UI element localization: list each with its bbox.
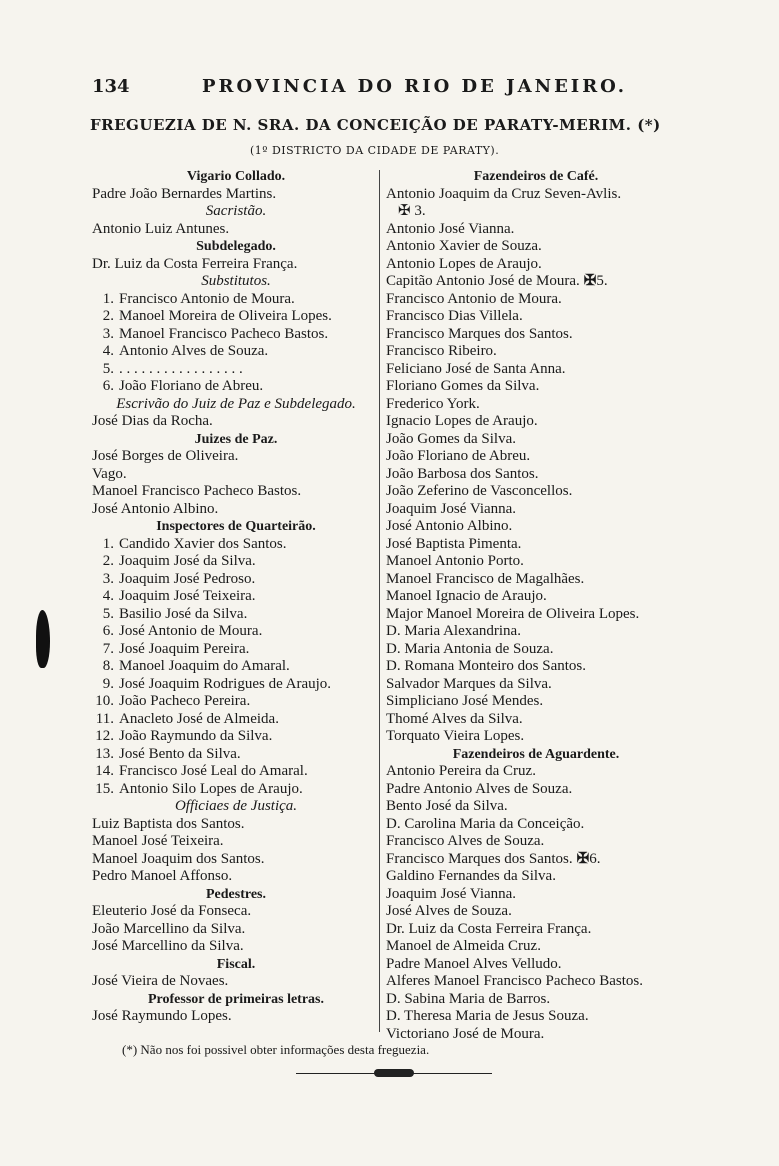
- entry-name: Manoel Moreira de Oliveira Lopes.: [119, 308, 332, 324]
- entry-number: 8.: [102, 658, 114, 674]
- entry-name: Joaquim José da Silva.: [119, 553, 256, 569]
- list-entry: Manoel Joaquim dos Santos.: [92, 850, 265, 867]
- section-title: FREGUEZIA DE N. SRA. DA CONCEIÇÃO DE PARATY-MERIM. (*): [90, 116, 661, 134]
- column-heading: Juizes de Paz.: [194, 431, 278, 447]
- numbered-entry: [92, 326, 380, 344]
- list-entry: Manoel José Teixeira.: [92, 833, 224, 849]
- entry-number: 13.: [95, 745, 114, 762]
- numbered-entry: [92, 343, 380, 361]
- list-entry: Antonio Xavier de Souza.: [386, 238, 542, 254]
- list-entry: José Borges de Oliveira.: [92, 448, 239, 464]
- list-entry: Floriano Gomes da Silva.: [386, 378, 540, 394]
- numbered-entry: [92, 588, 380, 606]
- list-entry: Joaquim José Vianna.: [386, 500, 517, 517]
- list-entry: Padre João Bernardes Martins.: [92, 185, 277, 202]
- list-entry: José Dias da Rocha.: [92, 413, 213, 429]
- list-entry: D. Carolina Maria da Conceição.: [386, 815, 585, 832]
- numbered-entry: [92, 781, 380, 799]
- numbered-entry: [92, 571, 380, 589]
- numbered-entry: [92, 711, 380, 729]
- entry-name: João Raymundo da Silva.: [119, 728, 273, 744]
- list-entry: Major Manoel Moreira de Oliveira Lopes.: [386, 605, 640, 622]
- list-entry: Francisco Ribeiro.: [386, 343, 497, 359]
- entry-name: Francisco José Leal do Amaral.: [119, 763, 308, 779]
- right-column: [386, 168, 686, 1043]
- list-entry: Manoel Francisco de Magalhães.: [386, 570, 585, 587]
- entry-number: 3.: [102, 325, 114, 342]
- entry-number: 6.: [102, 623, 114, 639]
- list-entry: D. Maria Antonia de Souza.: [386, 640, 554, 657]
- entry-number: 2.: [102, 553, 114, 569]
- list-entry: José Antonio Albino.: [92, 500, 219, 517]
- list-entry: Francisco Marques dos Santos.: [386, 325, 573, 342]
- list-entry: Victoriano José de Moura.: [386, 1025, 545, 1042]
- list-entry: João Barbosa dos Santos.: [386, 465, 539, 482]
- list-entry: José Antonio Albino.: [386, 518, 513, 534]
- entry-name: José Joaquim Pereira.: [119, 640, 250, 657]
- list-entry: Luiz Baptista dos Santos.: [92, 815, 245, 832]
- list-entry: Ignacio Lopes de Araujo.: [386, 413, 538, 429]
- entry-name: . . . . . . . . . . . . . . . . .: [119, 360, 243, 377]
- running-title: PROVINCIA DO RIO DE JANEIRO.: [202, 76, 628, 97]
- list-entry: José Alves de Souza.: [386, 903, 512, 919]
- list-entry: Francisco Alves de Souza.: [386, 833, 545, 849]
- cross-number: 5.: [596, 273, 608, 289]
- entry-number: 5.: [102, 360, 114, 377]
- list-entry: Dr. Luiz da Costa Ferreira França.: [92, 255, 298, 272]
- list-entry: Frederico York.: [386, 395, 480, 412]
- numbered-entry: [92, 291, 380, 309]
- entry-number: 2.: [102, 308, 114, 324]
- column-heading: Fazendeiros de Aguardente.: [452, 746, 620, 762]
- entry-name: José Bento da Silva.: [119, 745, 241, 762]
- list-entry: Joaquim José Vianna.: [386, 885, 517, 902]
- numbered-entry: [92, 623, 380, 641]
- list-entry: João Gomes da Silva.: [386, 430, 516, 447]
- role-subheading: Substitutos.: [201, 273, 271, 289]
- list-entry: Antonio Luiz Antunes.: [92, 220, 230, 237]
- entry-number: 11.: [95, 710, 114, 727]
- list-entry: José Vieira de Novaes.: [92, 973, 229, 989]
- entry-number: 9.: [102, 675, 114, 692]
- list-entry: João Zeferino de Vasconcellos.: [386, 483, 573, 499]
- list-entry: Alferes Manoel Francisco Pacheco Bastos.: [386, 973, 644, 989]
- list-entry: Pedro Manoel Affonso.: [92, 868, 233, 884]
- entry-number: 4.: [102, 588, 114, 604]
- list-entry: José Baptista Pimenta.: [386, 535, 522, 552]
- list-entry: Bento José da Silva.: [386, 798, 508, 814]
- entry-number: 6.: [102, 378, 114, 394]
- role-subheading: Escrivão do Juiz de Paz e Subdelegado.: [116, 395, 356, 412]
- entry-name: Candido Xavier dos Santos.: [119, 535, 287, 552]
- entry-name: Francisco Marques dos Santos.: [386, 850, 573, 867]
- entry-number: 7.: [102, 640, 114, 657]
- numbered-entry: [92, 658, 380, 676]
- numbered-entry: [92, 693, 380, 711]
- entry-name: Basilio José da Silva.: [119, 605, 248, 622]
- list-entry: D. Maria Alexandrina.: [386, 623, 521, 639]
- cross-mark-line: [386, 203, 686, 221]
- list-entry: Feliciano José de Santa Anna.: [386, 360, 566, 377]
- list-entry: Antonio Pereira da Cruz.: [386, 763, 536, 779]
- list-entry: José Marcellino da Silva.: [92, 938, 244, 954]
- entry-name: Capitão Antonio José de Moura.: [386, 273, 580, 289]
- entry-name: Antonio Alves de Souza.: [119, 343, 269, 359]
- entry-name: José Antonio de Moura.: [119, 623, 263, 639]
- column-heading: Fazendeiros de Café.: [473, 169, 599, 184]
- list-entry: Padre Manoel Alves Velludo.: [386, 955, 562, 972]
- left-column: [92, 168, 380, 1026]
- list-entry: Galdino Fernandes da Silva.: [386, 868, 556, 884]
- numbered-entry: [92, 553, 380, 571]
- maltese-cross-icon: ✠: [583, 273, 597, 289]
- column-heading: Pedestres.: [206, 886, 266, 902]
- page-header: [92, 76, 692, 102]
- column-heading: Subdelegado.: [196, 239, 276, 254]
- entry-name: Manoel Joaquim do Amaral.: [119, 658, 290, 674]
- list-entry: Antonio Lopes de Araujo.: [386, 255, 542, 272]
- list-entry: Eleuterio José da Fonseca.: [92, 903, 252, 919]
- list-entry: Manoel de Almeida Cruz.: [386, 938, 541, 954]
- list-entry: Manoel Ignacio de Araujo.: [386, 588, 547, 604]
- list-entry: Simpliciano José Mendes.: [386, 693, 544, 709]
- entry-name: João Pacheco Pereira.: [119, 693, 251, 709]
- entry-number: 1.: [102, 290, 114, 307]
- list-entry: Antonio José Vianna.: [386, 220, 515, 237]
- list-entry: Francisco Dias Villela.: [386, 308, 523, 324]
- list-entry: Padre Antonio Alves de Souza.: [386, 780, 573, 797]
- numbered-entry: [92, 606, 380, 624]
- numbered-entry: [92, 676, 380, 694]
- entry-number: 4.: [102, 343, 114, 359]
- column-heading: Vigario Collado.: [186, 169, 286, 184]
- maltese-cross-icon: ✠: [576, 850, 590, 867]
- list-entry: D. Theresa Maria de Jesus Souza.: [386, 1008, 589, 1024]
- column-heading: Inspectores de Quarteirão.: [156, 519, 316, 534]
- list-entry: Manoel Antonio Porto.: [386, 553, 524, 569]
- entry-name: Anacleto José de Almeida.: [119, 710, 279, 727]
- role-subheading: Officiaes de Justiça.: [174, 798, 298, 814]
- entry-name: Francisco Antonio de Moura.: [119, 290, 295, 307]
- list-entry: Thomé Alves da Silva.: [386, 710, 523, 727]
- entry-number: 1.: [102, 535, 114, 552]
- maltese-cross-icon: ✠: [398, 203, 415, 219]
- entry-name: João Floriano de Abreu.: [119, 378, 264, 394]
- list-entry: Antonio Joaquim da Cruz Seven-Avlis.: [386, 185, 622, 202]
- entry-name: Antonio Silo Lopes de Araujo.: [119, 780, 303, 797]
- end-ornament: [296, 1068, 492, 1078]
- role-subheading: Sacristão.: [205, 203, 267, 219]
- cross-number: 6.: [589, 850, 601, 867]
- list-entry: Manoel Francisco Pacheco Bastos.: [92, 483, 302, 499]
- numbered-entry: [92, 361, 380, 379]
- list-entry: Francisco Antonio de Moura.: [386, 290, 562, 307]
- list-entry: José Raymundo Lopes.: [92, 1008, 232, 1024]
- numbered-entry: [92, 536, 380, 554]
- entry-name: Manoel Francisco Pacheco Bastos.: [119, 325, 329, 342]
- entry-number: 14.: [95, 763, 114, 779]
- list-entry: [386, 851, 686, 869]
- list-entry: Salvador Marques da Silva.: [386, 675, 552, 692]
- numbered-entry: [92, 728, 380, 746]
- entry-number: 5.: [102, 605, 114, 622]
- section-subtitle: (1º DISTRICTO DA CIDADE DE PARATY).: [250, 144, 500, 157]
- entry-number: 12.: [95, 728, 114, 744]
- column-heading: Professor de primeiras letras.: [148, 991, 324, 1007]
- entry-number: 10.: [95, 693, 114, 709]
- column-heading: Fiscal.: [216, 956, 256, 972]
- numbered-entry: [92, 763, 380, 781]
- list-entry: João Marcellino da Silva.: [92, 920, 246, 937]
- list-entry: D. Romana Monteiro dos Santos.: [386, 658, 586, 674]
- list-entry: D. Sabina Maria de Barros.: [386, 990, 551, 1007]
- list-entry: Torquato Vieira Lopes.: [386, 728, 525, 744]
- list-entry: Vago.: [92, 465, 127, 482]
- entry-number: 3.: [102, 570, 114, 587]
- column-divider: [379, 170, 380, 1032]
- list-entry: João Floriano de Abreu.: [386, 448, 531, 464]
- entry-name: José Joaquim Rodrigues de Araujo.: [119, 675, 332, 692]
- page-number: 134: [92, 76, 130, 97]
- ink-blot: [36, 610, 50, 668]
- footnote: (*) Não nos foi possivel obter informações desta freguezia.: [122, 1042, 430, 1057]
- entry-name: Joaquim José Teixeira.: [119, 588, 256, 604]
- cross-number: 3.: [414, 203, 426, 219]
- list-entry: [386, 273, 686, 291]
- entry-number: 15.: [95, 780, 114, 797]
- numbered-entry: [92, 641, 380, 659]
- numbered-entry: [92, 378, 380, 396]
- numbered-entry: [92, 746, 380, 764]
- list-entry: Dr. Luiz da Costa Ferreira França.: [386, 920, 592, 937]
- entry-name: Joaquim José Pedroso.: [119, 570, 256, 587]
- numbered-entry: [92, 308, 380, 326]
